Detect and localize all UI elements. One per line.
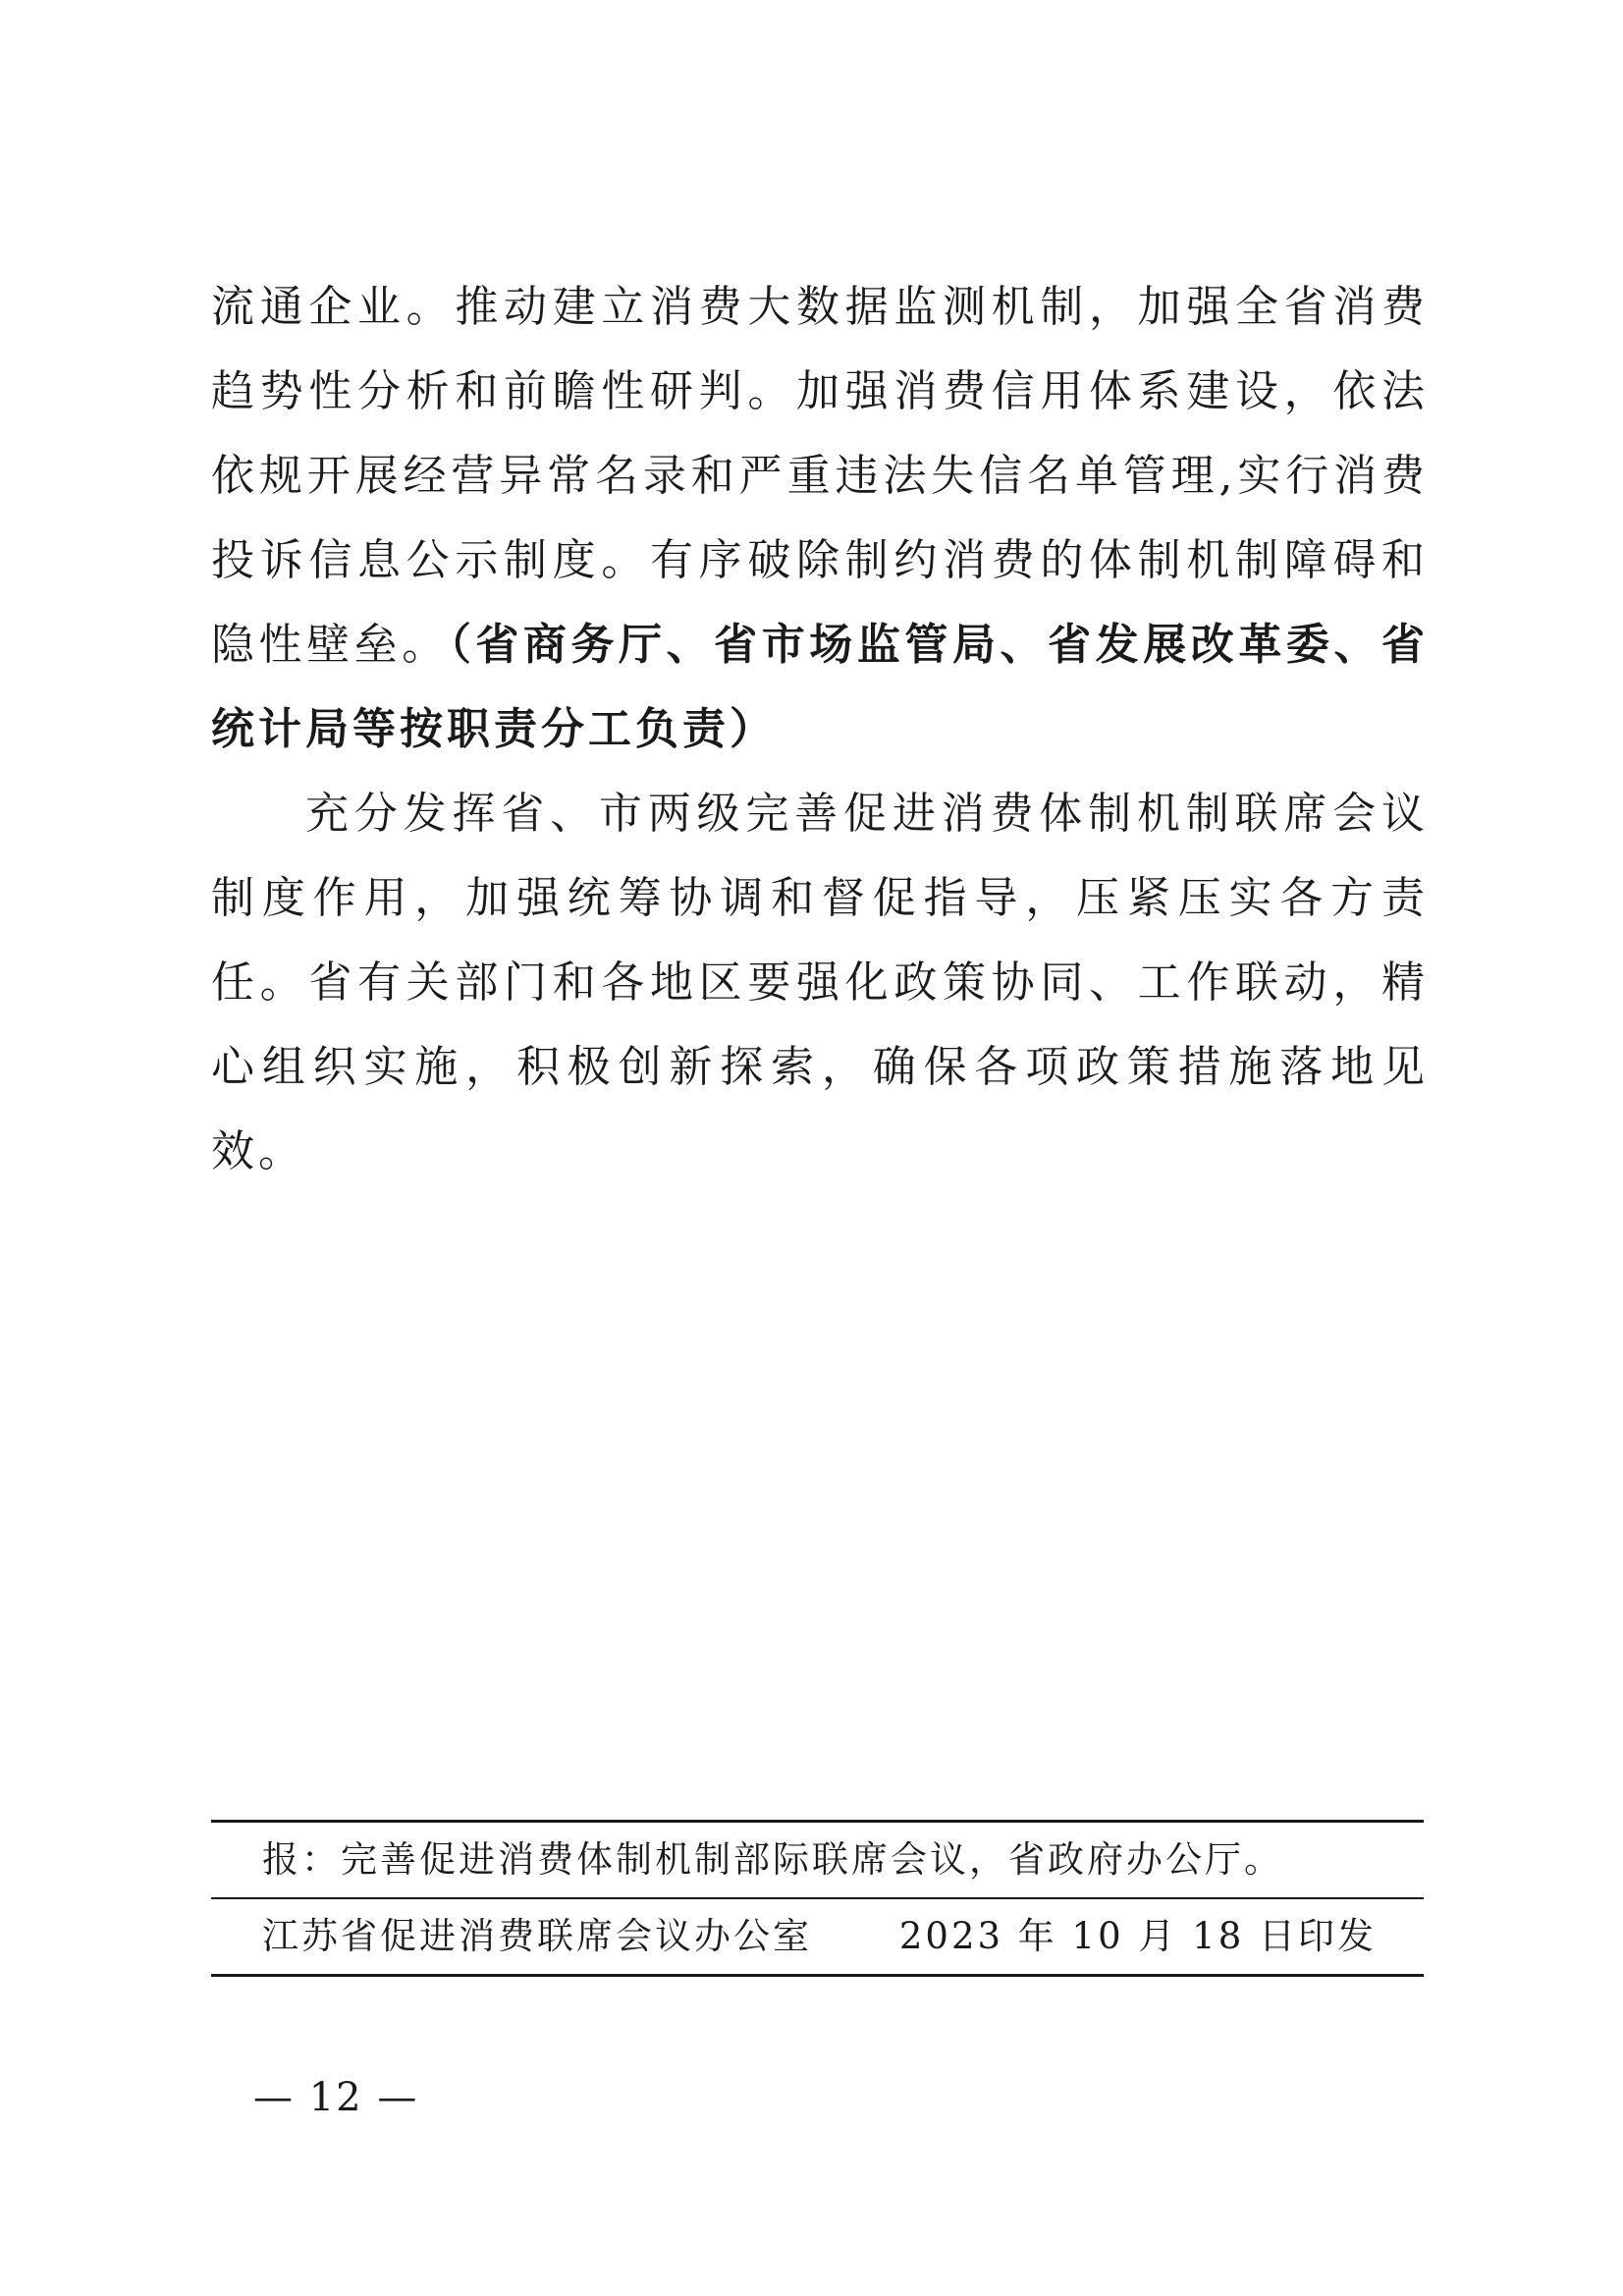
document-footer — [211, 1820, 1424, 1977]
footer-bottom-rule — [211, 1974, 1424, 1977]
issue-line — [211, 1899, 1424, 1974]
paragraph-1 — [211, 265, 1429, 772]
issuer: 江苏省促进消费联席会议办公室 — [262, 1915, 812, 1957]
issue-date: 2023 年 10 月 18 日印发 — [898, 1915, 1377, 1957]
paragraph-1-text: 流通企业。推动建立消费大数据监测机制，加强全省消费趋势性分析和前瞻性研判。加强消费信用体系建设，依法依规开展经营异常名录和严重违法失信名单管理,实行消费投诉信息公示制度。有序破除制约消费的体制机制障碍和隐性壁垒。 — [211, 282, 1429, 670]
page-number: — 12 — — [253, 2075, 419, 2120]
responsible-departments: （省商务厅、省市场监管局、省发展改革委、省统计局等按职责分工负责） — [211, 620, 1430, 754]
document-body — [211, 265, 1429, 1194]
cc-line: 报：完善促进消费体制机制部际联席会议，省政府办公厅。 — [262, 1838, 1283, 1881]
paragraph-2: 充分发挥省、市两级完善促进消费体制机制联席会议制度作用，加强统筹协调和督促指导，压紧压实各方责任。省有关部门和各地区要强化政策协同、工作联动，精心组织实施，积极创新探索，确保各项政策措施落地见效。 — [211, 789, 1429, 1176]
